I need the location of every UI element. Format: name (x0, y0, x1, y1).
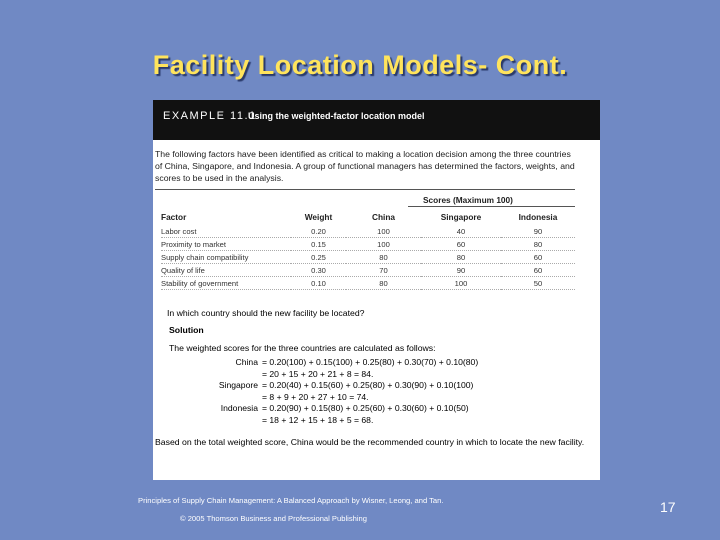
singapore-cell: 40 (421, 225, 501, 238)
table-row (161, 277, 575, 290)
singapore-cell: 80 (421, 251, 501, 264)
column-header: Singapore (440, 212, 482, 222)
china-cell: 100 (346, 225, 421, 238)
indonesia-cell: 60 (501, 264, 575, 277)
indonesia-cell: 60 (501, 251, 575, 264)
equation-rhs: = 20 + 15 + 20 + 21 + 8 = 84. (262, 368, 374, 379)
equation-lhs: Singapore (218, 380, 258, 391)
example-intro: The following factors have been identified as critical to making a location decision among the three countries of China, Singapore, and Indonesia. A group of functional managers has determined the factors, weights, and scores to be used in the analysis. (155, 149, 575, 183)
example-label: EXAMPLE 11.1 (163, 110, 257, 122)
weight-cell: 0.15 (291, 238, 346, 251)
equation-lhs: Indonesia (220, 403, 258, 414)
table-row (161, 251, 575, 264)
singapore-cell: 60 (421, 238, 501, 251)
slide-title: Facility Location Models- Cont. (152, 50, 568, 80)
table-row (161, 264, 575, 277)
equation-rhs: = 0.20(90) + 0.15(80) + 0.25(60) + 0.30(60) + 0.10(50) (262, 403, 469, 414)
column-header: China (371, 212, 396, 222)
weight-cell: 0.30 (291, 264, 346, 277)
indonesia-cell: 50 (501, 277, 575, 290)
footer-copyright: © 2005 Thomson Business and Professional Publishing (180, 514, 367, 523)
factor-table (161, 212, 575, 290)
factor-cell: Stability of government (161, 277, 291, 290)
china-cell: 80 (346, 277, 421, 290)
factor-cell: Proximity to market (161, 238, 291, 251)
solution-label: Solution (169, 325, 204, 335)
factor-cell: Quality of life (161, 264, 291, 277)
question-text: In which country should the new facility be located? (167, 308, 365, 318)
page-number: 17 (660, 499, 676, 515)
column-header: Indonesia (518, 212, 558, 222)
example-header (153, 100, 600, 140)
solution-intro: The weighted scores for the three countries are calculated as follows: (169, 343, 436, 353)
indonesia-cell: 90 (501, 225, 575, 238)
china-cell: 100 (346, 238, 421, 251)
factor-cell: Supply chain compatibility (161, 251, 291, 264)
equation-rhs: = 0.20(40) + 0.15(60) + 0.25(80) + 0.30(90) + 0.10(100) (262, 380, 474, 391)
equation-rhs: = 0.20(100) + 0.15(100) + 0.25(80) + 0.30(70) + 0.10(80) (262, 357, 479, 367)
scores-divider (408, 206, 575, 207)
china-cell: 80 (346, 251, 421, 264)
footer-citation: Principles of Supply Chain Management: A Balanced Approach by Wisner, Leong, and Tan. (138, 496, 444, 505)
divider (155, 189, 575, 190)
factor-cell: Labor cost (161, 225, 291, 238)
table-header-row (161, 212, 575, 225)
equation-rhs: = 8 + 9 + 20 + 27 + 10 = 74. (262, 391, 369, 402)
singapore-cell: 90 (421, 264, 501, 277)
conclusion-text: Based on the total weighted score, China would be the recommended country in which to locate the new facility. (155, 437, 585, 447)
weight-cell: 0.10 (291, 277, 346, 290)
scores-header: Scores (Maximum 100) (423, 195, 513, 205)
weight-cell: 0.20 (291, 225, 346, 238)
example-title: Using the weighted-factor location model (248, 111, 425, 121)
weight-cell: 0.25 (291, 251, 346, 264)
indonesia-cell: 80 (501, 238, 575, 251)
equation-lhs: China (235, 357, 258, 367)
table-row (161, 225, 575, 238)
example-panel (153, 100, 600, 480)
table-row (161, 238, 575, 251)
china-cell: 70 (346, 264, 421, 277)
column-header: Factor (161, 212, 187, 222)
singapore-cell: 100 (421, 277, 501, 290)
equation-rhs: = 18 + 12 + 15 + 18 + 5 = 68. (262, 414, 374, 425)
column-header: Weight (304, 212, 333, 222)
